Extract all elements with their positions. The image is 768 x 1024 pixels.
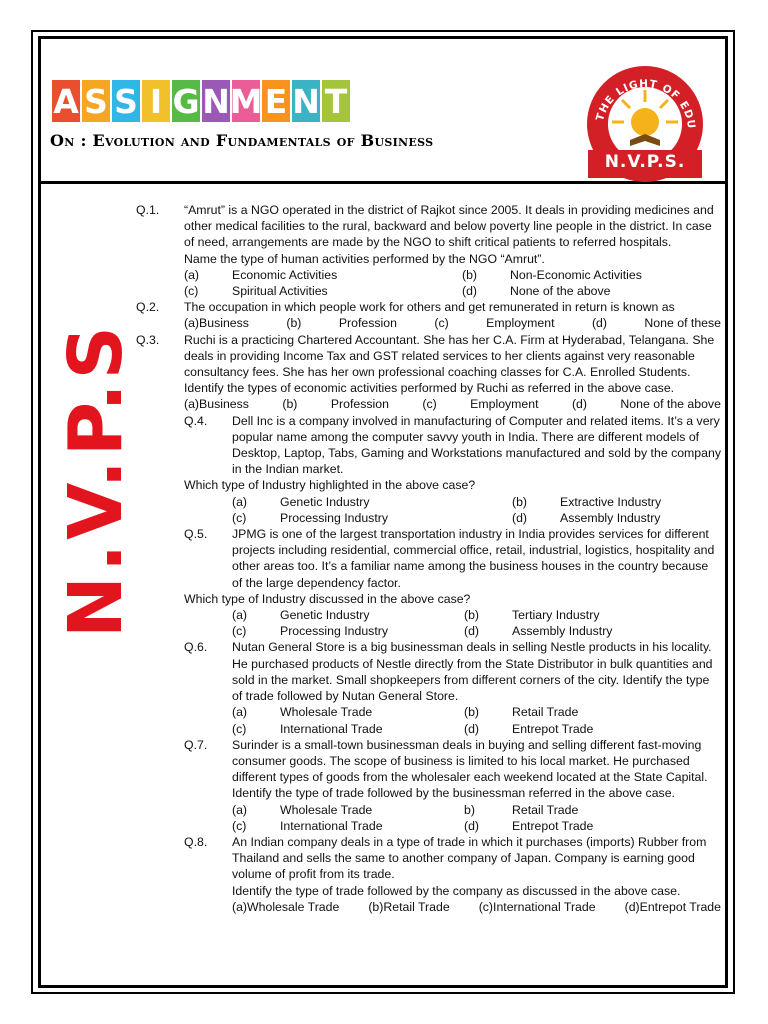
option-text: Employment bbox=[486, 316, 555, 331]
option-letter: (a) bbox=[232, 494, 248, 509]
question-prompt: Identify the types of economic activities performed by Ruchi as referred in the above case. bbox=[184, 381, 675, 396]
question-number: Q.4. bbox=[184, 413, 208, 428]
option-letter: (c) bbox=[434, 316, 449, 331]
question-number: Q.8. bbox=[184, 834, 208, 849]
question-3 bbox=[136, 332, 721, 413]
option-text: (a)Business bbox=[184, 316, 249, 331]
question-prompt: Identify the type of trade followed by the company as discussed in the above case. bbox=[232, 883, 681, 898]
option-letter: (d) bbox=[464, 818, 480, 833]
question-4 bbox=[136, 413, 721, 478]
assignment-title bbox=[52, 80, 352, 122]
option-text: Tertiary Industry bbox=[512, 608, 600, 623]
question-text: “Amrut” is a NGO operated in the district of Rajkot since 2005. It deals in providing medicines and other medical facilities to the rural, backward and below poverty line people in the district. In case of need, arrangements are made by the NGO to shift critical patients to referred hospitals. bbox=[184, 203, 714, 250]
question-prompt: Identify the type of trade followed by the businessman referred in the above case. bbox=[232, 786, 675, 801]
title-letter-tile: I bbox=[142, 80, 170, 122]
logo-ring-text: THE LIGHT OF EDU bbox=[594, 77, 698, 131]
option-text: Non-Economic Activities bbox=[510, 267, 642, 282]
question-text: JPMG is one of the largest transportation industry in India provides services for different projects including residential, commercial office, retail, industrial, logistics, hospitality and other areas too. It’s a familiar name among the business houses in the country because of the large dependency factor. bbox=[232, 527, 715, 590]
option-text: Spiritual Activities bbox=[232, 284, 328, 299]
option-text: Profession bbox=[330, 397, 389, 412]
option-text: Genetic Industry bbox=[280, 494, 370, 509]
option-text: Retail Trade bbox=[512, 802, 579, 817]
option-grid bbox=[232, 607, 721, 639]
question-text: Dell Inc is a company involved in manufacturing of Computer and related items. It’s a very popular name among the computer savvy youth in India. There are different models of Desktop, Laptop, Tabs, Gaming and Workstations manufactured and sold by the company in the Indian market. bbox=[232, 413, 721, 477]
question-number: Q.5. bbox=[184, 527, 208, 542]
title-letter-tile: G bbox=[172, 81, 200, 121]
option-letter: (b) bbox=[512, 494, 528, 509]
option-letter: (c) bbox=[184, 284, 199, 299]
option-letter: (b) bbox=[282, 397, 298, 412]
option-letter: (d) bbox=[464, 721, 480, 736]
option-letter: (d) bbox=[462, 284, 478, 299]
option-grid bbox=[184, 267, 721, 299]
option-text: Wholesale Trade bbox=[280, 705, 373, 720]
title-letter-tile: E bbox=[262, 80, 290, 122]
option-text: Entrepot Trade bbox=[512, 818, 594, 833]
option-text: Wholesale Trade bbox=[280, 802, 373, 817]
question-prompt: Name the type of human activities performed by the NGO “Amrut”. bbox=[184, 251, 545, 266]
option-letter: (a) bbox=[232, 705, 248, 720]
title-letter-tile: N bbox=[292, 81, 320, 121]
option-letter: (c) bbox=[232, 624, 247, 639]
question-7 bbox=[136, 737, 721, 834]
title-letter-tile: T bbox=[322, 80, 350, 122]
option-letter: (a) bbox=[232, 802, 248, 817]
question-text: Ruchi is a practicing Chartered Accountant. She has her C.A. Firm at Hyderabad, Telangana. She deals in providing Income Tax and GST related services to her clients against very reasonable consultancy fees. She has her own professional coaching classes for C.A. Enrolled Students. bbox=[184, 332, 715, 380]
option-text: None of these bbox=[644, 316, 721, 331]
option-text: Retail Trade bbox=[512, 705, 579, 720]
title-letter-tile: N bbox=[202, 81, 230, 121]
option-text: (a)Wholesale Trade bbox=[232, 899, 340, 914]
option-grid bbox=[232, 704, 721, 736]
option-text: Entrepot Trade bbox=[512, 721, 594, 736]
option-text: (c)International Trade bbox=[478, 899, 596, 914]
option-text: Extractive Industry bbox=[560, 494, 662, 509]
option-text: International Trade bbox=[280, 721, 383, 736]
option-letter: (c) bbox=[422, 397, 437, 412]
option-grid bbox=[232, 494, 721, 526]
option-text: None of the above bbox=[510, 284, 611, 299]
option-letter: (b) bbox=[462, 267, 478, 282]
option-letter: (c) bbox=[232, 721, 247, 736]
option-text: Economic Activities bbox=[232, 267, 338, 282]
question-number: Q.7. bbox=[184, 737, 208, 752]
title-letter-tile: S bbox=[82, 80, 110, 122]
title-letter-tile: S bbox=[112, 80, 140, 122]
option-text: Processing Industry bbox=[280, 510, 388, 525]
option-letter: (a) bbox=[232, 608, 248, 623]
inline-options bbox=[232, 899, 721, 915]
question-prompt: Which type of Industry highlighted in the above case? bbox=[184, 478, 476, 493]
title-letter-tile: M bbox=[229, 81, 263, 121]
question-number: Q.1. bbox=[136, 203, 160, 217]
option-text: Genetic Industry bbox=[280, 608, 370, 623]
option-letter: b) bbox=[464, 802, 475, 817]
option-text: None of the above bbox=[620, 397, 721, 412]
question-number: Q.6. bbox=[184, 640, 208, 655]
option-letter: (b) bbox=[286, 316, 302, 331]
title-letter-tile: A bbox=[53, 81, 79, 121]
side-brand-text: N.V.P.S bbox=[53, 322, 140, 638]
option-letter: (b) bbox=[464, 608, 480, 623]
option-text: Employment bbox=[470, 397, 539, 412]
inline-options bbox=[184, 315, 721, 331]
option-text: (d)Entrepot Trade bbox=[624, 899, 721, 914]
question-6 bbox=[136, 639, 721, 736]
option-text: Assembly Industry bbox=[512, 624, 613, 639]
inline-options bbox=[184, 396, 721, 412]
option-letter: (d) bbox=[591, 316, 607, 331]
option-text: (a)Business bbox=[184, 397, 249, 412]
option-letter: (a) bbox=[184, 267, 200, 282]
option-text: (b)Retail Trade bbox=[368, 899, 450, 914]
question-text: Nutan General Store is a big businessman deals in selling Nestle products in his locality. He purchased products of Nestle directly from the State Distributor in bulk quantities and sold in the market. Small shopkeepers from different corners of the city. Identify the type of trade followed by Nutan General Store. bbox=[232, 640, 713, 704]
option-text: Assembly Industry bbox=[560, 510, 661, 525]
question-8 bbox=[136, 834, 721, 915]
subtitle: On : Evolution and Fundamentals of Business bbox=[50, 131, 434, 150]
question-text: An Indian company deals in a type of trade in which it purchases (imports) Rubber from Thailand and sells the same to another company of Japan. Company is earning good volume of profit from its trade. bbox=[232, 834, 707, 882]
option-letter: (c) bbox=[232, 818, 247, 833]
question-5 bbox=[136, 526, 721, 591]
question-list bbox=[136, 202, 721, 915]
question-number: Q.3. bbox=[136, 332, 160, 347]
option-letter: (c) bbox=[232, 510, 247, 525]
option-letter: (d) bbox=[464, 624, 480, 639]
option-letter: (d) bbox=[512, 510, 528, 525]
option-text: International Trade bbox=[280, 818, 383, 833]
option-letter: (d) bbox=[571, 397, 587, 412]
question-number: Q.2. bbox=[136, 300, 160, 315]
question-text: Surinder is a small-town businessman deals in buying and selling different fast-moving consumer goods. The scope of business is limited to his local market. He purchased different types of goods from the wholesaler each weekend located at the State Capital. bbox=[232, 737, 708, 785]
option-grid bbox=[232, 802, 721, 834]
option-text: Processing Industry bbox=[280, 624, 388, 639]
option-letter: (b) bbox=[464, 705, 480, 720]
question-2 bbox=[136, 299, 721, 331]
option-text: Profession bbox=[338, 316, 397, 331]
question-text: The occupation in which people work for others and get remunerated in return is known as bbox=[184, 300, 675, 315]
question-1 bbox=[136, 202, 721, 299]
logo-caption: N.V.P.S. bbox=[604, 152, 686, 172]
question-prompt: Which type of Industry discussed in the above case? bbox=[184, 591, 471, 606]
